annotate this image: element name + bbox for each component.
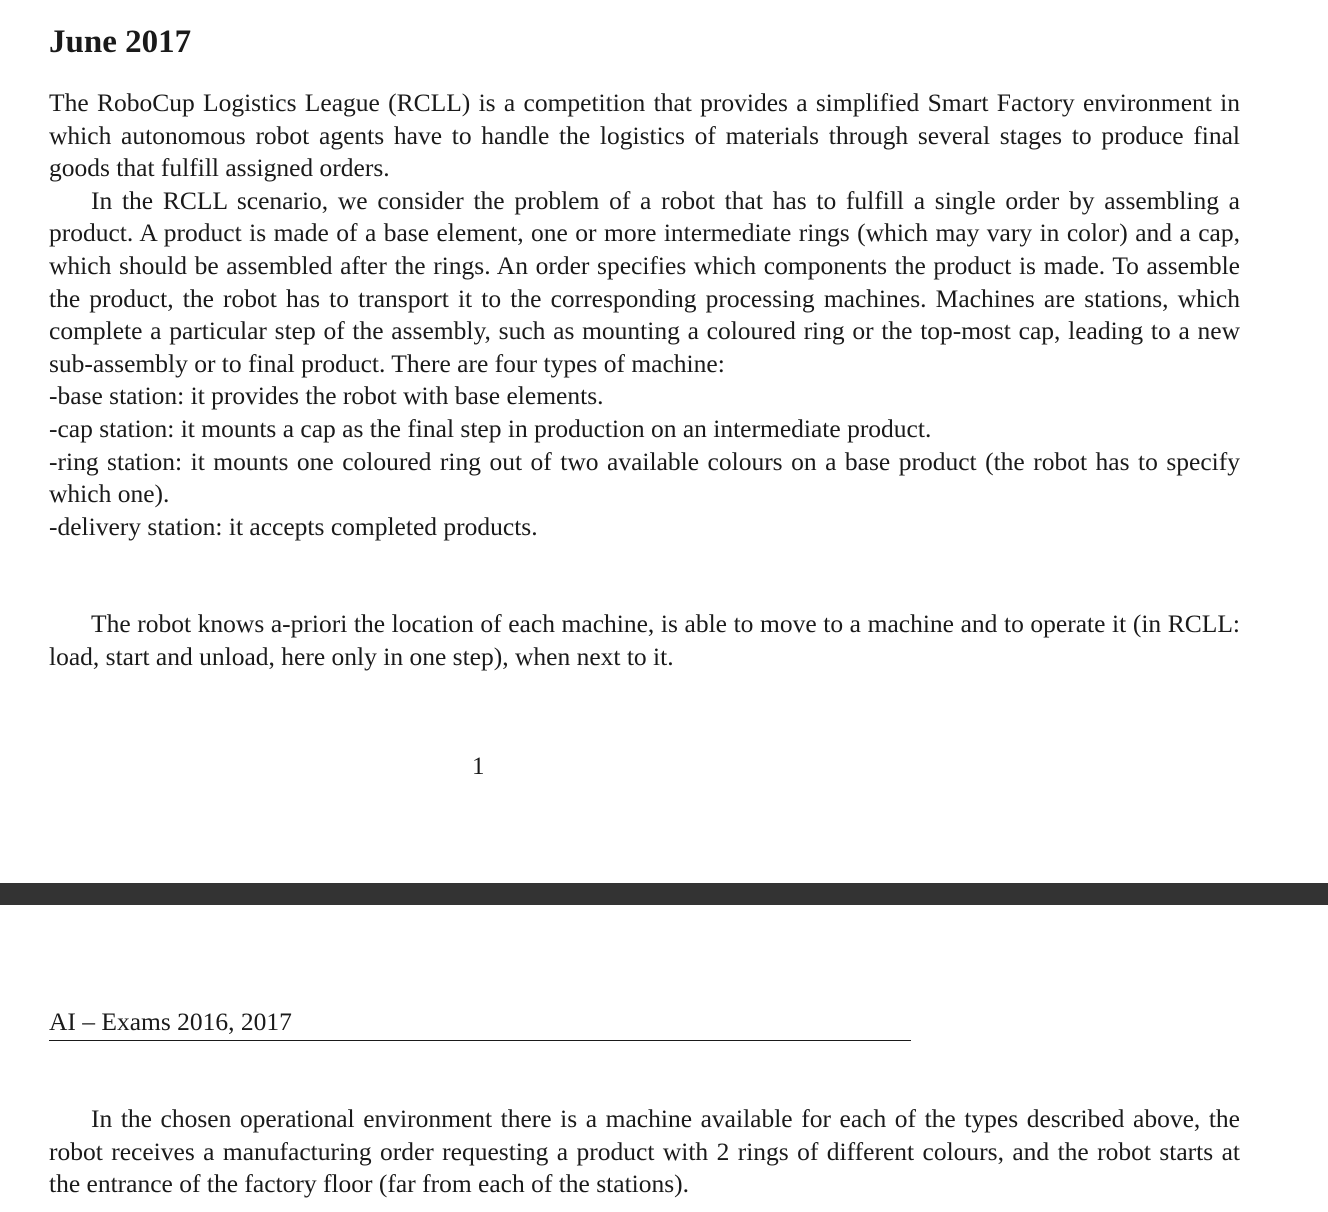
machine-item-ring: -ring station: it mounts one coloured ring out of two available colours on a base product (the robot has to specify which one).	[49, 446, 1240, 509]
intro-paragraph: The RoboCup Logistics League (RCLL) is a competition that provides a simplified Smart Factory environment in which autonomous robot agents have to handle the logistics of materials through several stages to produce final goods that fulfill assigned orders.	[49, 88, 1240, 183]
environment-block	[49, 1103, 1240, 1201]
machine-item-delivery: -delivery station: it accepts completed products.	[49, 511, 538, 541]
robot-knowledge-block	[49, 608, 1240, 673]
machine-item-base: -base station: it provides the robot with base elements.	[49, 381, 604, 411]
machine-item-cap: -cap station: it mounts a cap as the final step in production on an intermediate product.	[49, 413, 932, 443]
robot-knowledge-paragraph: The robot knows a-priori the location of each machine, is able to move to a machine and to operate it (in RCLL: load, start and unload, here only in one step), when next to it.	[49, 609, 1240, 671]
environment-paragraph: In the chosen operational environment there is a machine available for each of the types described above, the robot receives a manufacturing order requesting a product with 2 rings of different colours, and the robot starts at the entrance of the factory floor (far from each of the stations).	[49, 1104, 1240, 1199]
page-separator	[0, 883, 1328, 905]
main-text-block	[49, 87, 1240, 543]
running-header: AI – Exams 2016, 2017	[49, 1006, 911, 1041]
scenario-paragraph: In the RCLL scenario, we consider the problem of a robot that has to fulfill a single order by assembling a product. A product is made of a base element, one or more intermediate rings (which may vary in color) and a cap, which should be assembled after the rings. An order specifies which components the product is made. To assemble the product, the robot has to transport it to the corresponding processing machines. Machines are stations, which complete a particular step of the assembly, such as mounting a coloured ring or the top-most cap, leading to a new sub-assembly or to final product. There are four types of machine:	[49, 185, 1240, 378]
page-number: 1	[472, 753, 485, 780]
section-title: June 2017	[49, 24, 192, 60]
